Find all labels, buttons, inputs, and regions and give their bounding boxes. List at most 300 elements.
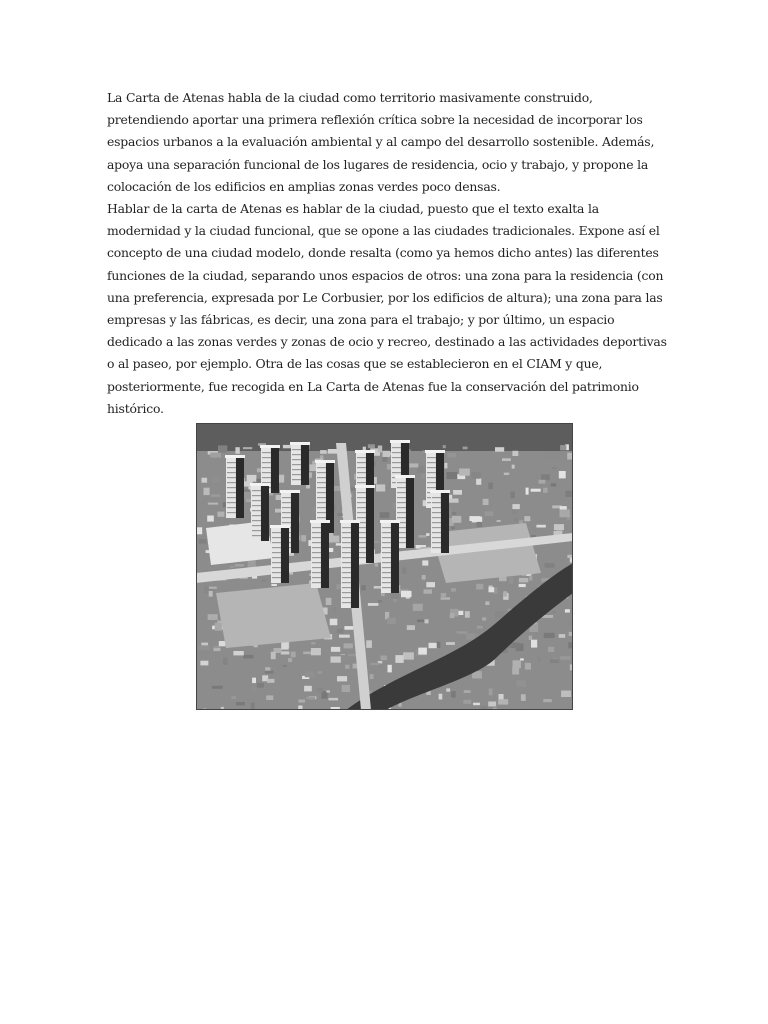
old-city-block — [413, 604, 423, 611]
old-city-block — [337, 676, 347, 681]
tower-window-row — [227, 462, 236, 463]
old-city-block — [288, 658, 292, 662]
tower-window-row — [317, 502, 326, 503]
old-city-block — [459, 469, 470, 476]
old-city-block — [489, 587, 495, 592]
city-model-photo-icon — [196, 423, 573, 710]
tower-top — [225, 455, 245, 458]
tower-window-row — [317, 492, 326, 493]
tower-window-row — [432, 507, 441, 508]
old-city-block — [252, 678, 256, 684]
old-city-block — [374, 477, 377, 484]
tower-window-row — [342, 562, 351, 563]
tower-top — [310, 520, 330, 523]
old-city-block — [548, 647, 554, 652]
tower-window-row — [357, 462, 366, 463]
old-city-block — [333, 607, 337, 611]
old-city-block — [477, 626, 483, 629]
old-city-block — [525, 663, 531, 670]
old-city-block — [463, 600, 467, 604]
old-city-block — [266, 695, 273, 700]
old-city-block — [209, 587, 217, 589]
old-city-block — [201, 643, 208, 646]
old-city-block — [265, 671, 274, 674]
tower-top — [380, 520, 400, 523]
old-city-block — [407, 625, 415, 630]
tower-window-row — [392, 472, 401, 473]
old-city-block — [520, 658, 524, 660]
old-city-block — [235, 564, 244, 566]
old-city-block — [303, 652, 311, 655]
old-city-block — [476, 584, 483, 590]
old-city-block — [466, 633, 475, 639]
tower-window-row — [432, 522, 441, 523]
tower-window-row — [382, 537, 391, 538]
old-city-block — [208, 614, 218, 620]
old-city-block — [502, 458, 511, 461]
old-city-block — [451, 588, 456, 592]
old-city-block — [212, 476, 221, 482]
old-city-block — [271, 652, 276, 659]
old-city-block — [498, 699, 508, 704]
tower-window-row — [317, 512, 326, 513]
old-city-block — [426, 533, 429, 536]
tower-window-row — [342, 577, 351, 578]
old-city-block — [243, 655, 253, 659]
old-city-block — [509, 577, 513, 584]
tower-window-row — [227, 492, 236, 493]
tower-window-row — [427, 472, 436, 473]
tower-window-row — [252, 535, 261, 536]
old-city-block — [215, 623, 222, 631]
old-city-block — [341, 655, 346, 662]
old-city-block — [331, 656, 341, 662]
tower-window-row — [282, 497, 291, 498]
tower-window-row — [382, 572, 391, 573]
old-city-block — [489, 689, 493, 696]
tower-window-row — [272, 537, 281, 538]
tower-window-row — [382, 562, 391, 563]
old-city-block — [425, 619, 429, 623]
old-city-block — [373, 541, 379, 544]
tower-window-row — [312, 527, 321, 528]
tower-window-row — [282, 502, 291, 503]
tower-window-row — [292, 459, 301, 460]
tower-window-row — [357, 457, 366, 458]
old-city-block — [330, 619, 338, 626]
old-city-block — [375, 564, 378, 567]
old-city-block — [444, 463, 447, 469]
old-city-block — [565, 491, 572, 497]
tower-shadow — [301, 445, 309, 485]
tower-window-row — [317, 517, 326, 518]
old-city-block — [326, 598, 332, 605]
tower-window-row — [382, 547, 391, 548]
tower-window-row — [342, 527, 351, 528]
tower-window-row — [312, 542, 321, 543]
old-city-block — [529, 636, 532, 640]
tower-window-row — [292, 469, 301, 470]
old-city-block — [267, 679, 275, 683]
tower-top — [340, 520, 360, 523]
old-city-block — [417, 620, 424, 623]
old-city-block — [370, 674, 374, 679]
old-city-block — [483, 499, 489, 505]
tower-face — [271, 528, 281, 583]
tower-window-row — [342, 582, 351, 583]
old-city-block — [368, 444, 375, 448]
tower-window-row — [342, 542, 351, 543]
old-city-block — [450, 613, 455, 618]
tower-window-row — [272, 532, 281, 533]
old-city-block — [199, 539, 207, 544]
tower-shadow — [441, 493, 449, 553]
old-city-block — [512, 667, 519, 674]
tower-top — [250, 483, 270, 486]
old-city-block — [512, 451, 518, 456]
tower-window-row — [262, 452, 271, 453]
old-city-block — [262, 579, 267, 581]
old-city-block — [560, 656, 570, 659]
tower-window-row — [357, 502, 366, 503]
old-city-block — [383, 451, 391, 457]
tower-window-row — [432, 532, 441, 533]
old-city-block — [536, 525, 545, 528]
old-city-block — [381, 656, 387, 661]
old-city-block — [446, 642, 455, 645]
tower-top — [425, 450, 445, 453]
tower-window-row — [357, 482, 366, 483]
tower-window-row — [357, 512, 366, 513]
old-city-block — [339, 635, 350, 638]
tower-top — [430, 490, 450, 493]
tower-window-row — [392, 457, 401, 458]
tower-window-row — [427, 477, 436, 478]
tower-window-row — [432, 497, 441, 498]
tower-top — [290, 442, 310, 445]
old-city-block — [403, 652, 414, 659]
tower-window-row — [432, 502, 441, 503]
tower-shadow — [351, 523, 359, 608]
old-city-block — [210, 453, 221, 458]
old-city-block — [561, 691, 571, 698]
old-city-block — [552, 611, 555, 613]
tower-window-row — [252, 530, 261, 531]
old-city-block — [200, 661, 208, 666]
old-city-block — [451, 526, 454, 529]
tower-window-row — [312, 537, 321, 538]
old-city-block — [283, 445, 291, 448]
old-city-block — [521, 694, 526, 701]
tower-top — [280, 490, 300, 493]
old-city-block — [336, 584, 341, 589]
old-city-block — [531, 640, 537, 648]
tower-window-row — [227, 502, 236, 503]
old-city-block — [550, 659, 559, 663]
old-city-block — [512, 510, 517, 514]
old-city-block — [337, 629, 343, 633]
old-city-block — [317, 671, 322, 674]
old-city-block — [283, 665, 287, 667]
old-city-block — [248, 560, 256, 568]
old-city-block — [457, 631, 468, 634]
old-city-block — [387, 618, 396, 624]
tower-window-row — [432, 517, 441, 518]
old-city-block — [422, 575, 426, 580]
old-city-block — [204, 488, 210, 495]
old-city-block — [393, 503, 397, 510]
tower-window-row — [342, 572, 351, 573]
old-city-block — [565, 609, 570, 612]
old-city-block — [247, 475, 257, 482]
tower-window-row — [397, 517, 406, 518]
old-city-block — [453, 490, 462, 495]
tower-shadow — [391, 523, 399, 593]
tower-window-row — [382, 587, 391, 588]
tower-window-row — [282, 517, 291, 518]
body-text — [107, 87, 667, 420]
old-city-block — [368, 603, 379, 606]
old-city-block — [223, 658, 227, 665]
tower-window-row — [317, 497, 326, 498]
tower-window-row — [252, 490, 261, 491]
tower-window-row — [312, 572, 321, 573]
old-city-block — [545, 563, 555, 568]
photo-plaza — [216, 583, 331, 648]
tower-window-row — [342, 552, 351, 553]
tower-window-row — [272, 577, 281, 578]
old-city-block — [388, 665, 392, 673]
tower-window-row — [427, 482, 436, 483]
old-city-block — [279, 475, 284, 483]
tower-window-row — [342, 537, 351, 538]
old-city-block — [482, 617, 486, 620]
old-city-block — [559, 471, 566, 478]
tower-window-row — [227, 467, 236, 468]
old-city-block — [236, 702, 245, 705]
old-city-block — [217, 512, 224, 517]
paragraph-2: Hablar de la carta de Atenas es hablar de la ciudad, puesto que el texto exalta la modernidad y la ciudad funcional, que se opone a las ciudades tradicionales. Expone así el concepto de una ciudad modelo, donde resalta (como ya hemos dicho antes) las diferentes funciones de la ciudad, separando unos espacios de otros: una zona para la residencia (con una preferencia, expresada por Le Corbusier, por los edificios de altura); una zona para las empresas y las fábricas, es decir, una zona para el trabajo; y por último, un espacio dedicado a las zonas verdes y zonas de ocio y recreo, destinado a las actividades deportivas o al paseo, por ejemplo. Otra de las cosas que se establecieron en el CIAM y que, posteriormente, fue recogida en La Carta de Atenas fue la conservación del patrimonio histórico. — [107, 201, 667, 416]
tower-window-row — [262, 462, 271, 463]
old-city-block — [380, 512, 390, 518]
old-city-block — [497, 520, 501, 522]
tower-window-row — [282, 507, 291, 508]
tower-top — [270, 525, 290, 528]
tower-window-row — [317, 477, 326, 478]
tower-window-row — [392, 447, 401, 448]
tower-window-row — [312, 567, 321, 568]
tower-window-row — [392, 462, 401, 463]
tower-window-row — [272, 562, 281, 563]
old-city-block — [464, 690, 471, 693]
tower-shadow — [321, 523, 329, 588]
old-city-block — [391, 593, 399, 599]
tower-window-row — [342, 597, 351, 598]
old-city-block — [214, 648, 221, 651]
old-city-block — [511, 643, 520, 649]
tower-window-row — [397, 492, 406, 493]
old-city-block — [243, 447, 252, 449]
old-city-block — [235, 447, 239, 454]
tower-window-row — [312, 562, 321, 563]
old-city-block — [477, 522, 483, 527]
tower-window-row — [392, 467, 401, 468]
old-city-block — [538, 657, 542, 662]
old-city-block — [361, 585, 365, 590]
tower-window-row — [227, 507, 236, 508]
old-city-block — [378, 446, 382, 453]
old-city-block — [517, 680, 527, 687]
old-city-block — [485, 511, 494, 516]
old-city-block — [231, 696, 236, 699]
tower-window-row — [312, 557, 321, 558]
tower-window-row — [357, 507, 366, 508]
tower-window-row — [272, 567, 281, 568]
old-city-block — [511, 492, 515, 499]
old-city-block — [529, 576, 532, 581]
tower-window-row — [427, 487, 436, 488]
old-city-block — [409, 463, 418, 467]
tower-window-row — [432, 537, 441, 538]
tower-window-row — [272, 557, 281, 558]
old-city-block — [202, 478, 208, 483]
tower-window-row — [382, 567, 391, 568]
old-city-block — [342, 685, 351, 692]
old-city-block — [422, 560, 428, 565]
tower-window-row — [312, 577, 321, 578]
tower-window-row — [252, 525, 261, 526]
tower-window-row — [357, 477, 366, 478]
old-city-block — [319, 688, 323, 693]
old-city-block — [551, 483, 556, 486]
tower-window-row — [292, 454, 301, 455]
old-city-block — [439, 694, 443, 700]
tower-window-row — [227, 512, 236, 513]
tower-window-row — [427, 462, 436, 463]
tower-window-row — [252, 495, 261, 496]
tower-window-row — [272, 572, 281, 573]
tower-window-row — [312, 582, 321, 583]
tower-window-row — [282, 512, 291, 513]
old-city-block — [233, 651, 243, 655]
tower-shadow — [281, 528, 289, 583]
old-city-block — [476, 478, 481, 485]
old-city-block — [541, 474, 550, 480]
old-city-block — [252, 686, 256, 692]
old-city-block — [374, 586, 382, 589]
old-city-block — [504, 473, 509, 475]
tower-window-row — [427, 467, 436, 468]
tower-top — [315, 460, 335, 463]
tower-window-row — [227, 497, 236, 498]
old-city-block — [441, 593, 446, 598]
tower-window-row — [292, 464, 301, 465]
tower-window-row — [342, 592, 351, 593]
tower-window-row — [432, 512, 441, 513]
old-city-block — [513, 660, 521, 668]
old-city-block — [291, 652, 296, 658]
old-city-block — [488, 702, 496, 707]
tower-shadow — [291, 493, 299, 553]
old-city-block — [526, 488, 529, 495]
old-city-block — [326, 690, 330, 692]
old-city-block — [447, 453, 456, 457]
old-city-block — [370, 663, 379, 665]
old-city-block — [488, 483, 493, 490]
old-city-block — [524, 516, 530, 521]
old-city-block — [331, 647, 340, 652]
photo-backdrop — [196, 423, 573, 451]
old-city-block — [443, 445, 446, 448]
tower-window-row — [382, 542, 391, 543]
old-city-block — [366, 640, 372, 648]
old-city-block — [271, 584, 277, 586]
old-city-block — [495, 447, 504, 452]
tower-window-row — [427, 457, 436, 458]
old-city-block — [544, 633, 555, 638]
old-city-block — [543, 699, 552, 702]
old-city-block — [320, 450, 327, 454]
old-city-block — [419, 535, 427, 538]
old-city-block — [305, 671, 315, 677]
old-city-block — [344, 626, 353, 630]
tower-window-row — [397, 487, 406, 488]
old-city-block — [251, 703, 255, 710]
tower-shadow — [366, 488, 374, 563]
tower-window-row — [282, 522, 291, 523]
old-city-block — [448, 499, 459, 503]
old-city-block — [401, 591, 412, 597]
old-city-block — [211, 495, 221, 497]
tower-window-row — [292, 479, 301, 480]
tower-window-row — [252, 510, 261, 511]
old-city-block — [329, 536, 340, 543]
tower-window-row — [272, 552, 281, 553]
tower-window-row — [227, 482, 236, 483]
old-city-block — [209, 591, 213, 597]
old-city-block — [554, 524, 564, 530]
old-city-block — [306, 697, 315, 700]
tower-window-row — [312, 547, 321, 548]
old-city-block — [471, 472, 480, 479]
old-city-block — [329, 698, 339, 701]
old-city-block — [378, 600, 382, 603]
tower-window-row — [382, 532, 391, 533]
old-city-block — [212, 686, 223, 689]
tower-window-row — [317, 507, 326, 508]
old-city-block — [539, 480, 546, 484]
old-city-block — [465, 611, 470, 618]
tower-window-row — [342, 532, 351, 533]
tower-window-row — [357, 467, 366, 468]
tower-window-row — [342, 557, 351, 558]
old-city-block — [559, 634, 566, 638]
old-city-block — [543, 488, 548, 493]
old-city-block — [344, 643, 353, 648]
tower-window-row — [317, 467, 326, 468]
tower-window-row — [262, 477, 271, 478]
tower-top — [395, 475, 415, 478]
tower-window-row — [357, 472, 366, 473]
old-city-block — [463, 700, 471, 704]
old-city-block — [382, 457, 387, 462]
tower-top — [390, 440, 410, 443]
tower-shadow — [406, 478, 414, 548]
old-city-block — [429, 643, 437, 648]
tower-window-row — [342, 587, 351, 588]
old-city-block — [208, 503, 218, 505]
tower-top — [355, 485, 375, 488]
